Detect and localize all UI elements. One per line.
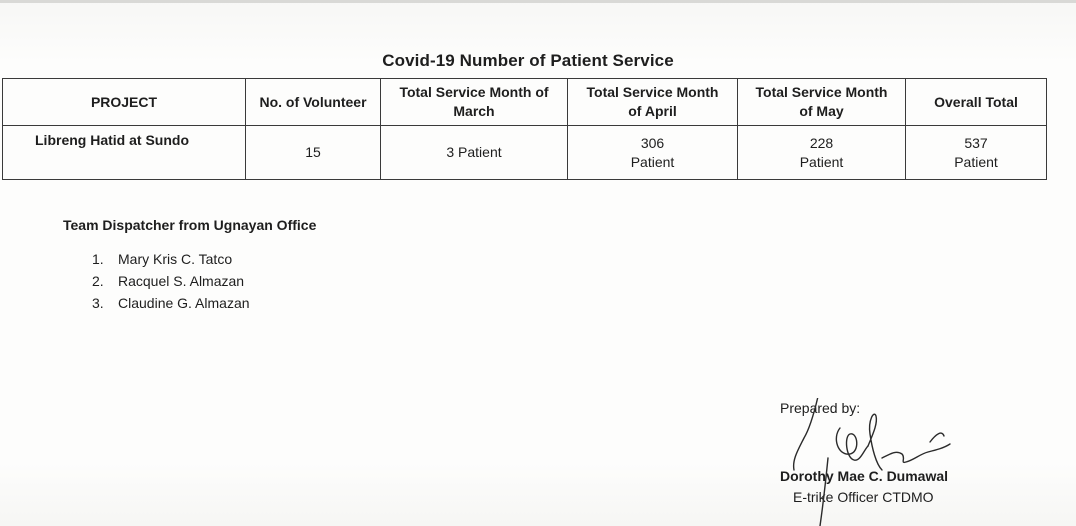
header-volunteers: No. of Volunteer [246,79,381,126]
cell-overall-total: 537 Patient [906,126,1047,180]
header-april: Total Service Month of April [568,79,738,126]
cell-may: 228 Patient [738,126,906,180]
header-may: Total Service Month of May [738,79,906,126]
header-overall-total: Overall Total [906,79,1047,126]
list-item: 2. Racquel S. Almazan [92,273,245,289]
document-title: Covid-19 Number of Patient Service [382,51,674,70]
dispatcher-list [92,248,250,314]
signatory-position: E-trike Officer CTDMO [793,489,934,505]
signatory-name: Dorothy Mae C. Dumawal [780,468,949,484]
signature-block [780,398,1040,526]
prepared-by-label: Prepared by: [780,400,861,416]
header-project: PROJECT [3,79,246,126]
page-top-edge [0,0,1076,3]
handwritten-signature [780,398,1040,526]
cell-project: Libreng Hatid at Sundo [3,126,246,180]
table-row [3,126,1047,180]
cell-march: 3 Patient [381,126,568,180]
cell-april: 306 Patient [568,126,738,180]
patient-service-table [2,78,1047,180]
header-march: Total Service Month of March [381,79,568,126]
cell-volunteers: 15 [246,126,381,180]
team-dispatcher-heading: Team Dispatcher from Ugnayan Office [63,217,317,233]
list-item: 3. Claudine G. Almazan [92,295,250,311]
table-header-row [3,79,1047,126]
list-item: 1. Mary Kris C. Tatco [92,251,233,267]
